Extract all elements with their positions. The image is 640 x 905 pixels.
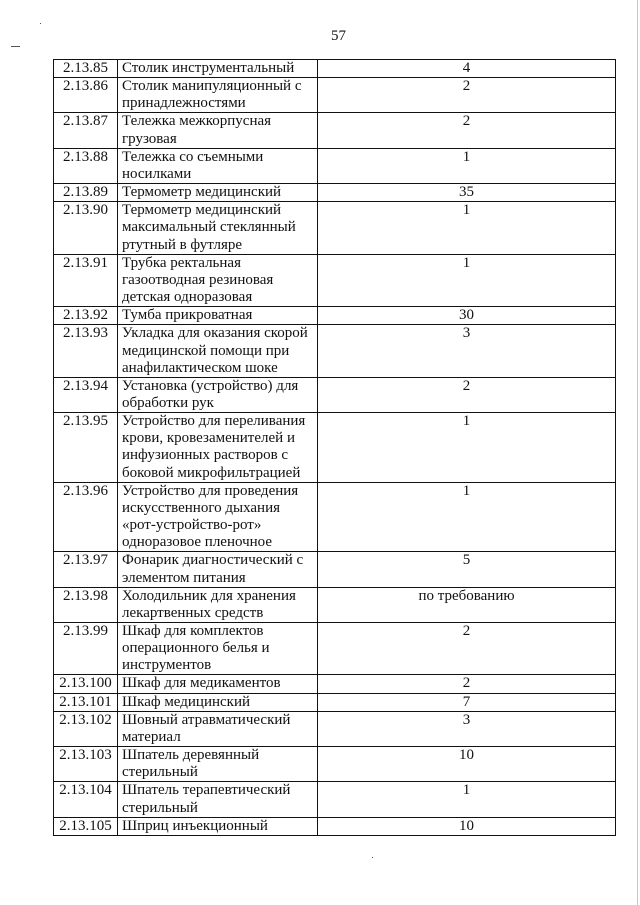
- item-code: 2.13.104: [54, 782, 118, 817]
- item-name-cell: [118, 113, 318, 148]
- item-quantity: 10: [318, 747, 616, 782]
- item-name-cell: [118, 60, 318, 78]
- item-quantity: 7: [318, 693, 616, 711]
- item-name-line: Столик манипуляционный с: [122, 78, 302, 95]
- scan-speck: [11, 46, 20, 47]
- item-name-line: Тележка со съемными: [122, 148, 264, 165]
- item-name-cell: [118, 184, 318, 202]
- item-name-line: стерильный: [122, 799, 198, 816]
- item-name-cell: [118, 747, 318, 782]
- item-quantity: 1: [318, 782, 616, 817]
- table-row: [54, 675, 616, 693]
- item-code: 2.13.100: [54, 675, 118, 693]
- item-code: 2.13.98: [54, 587, 118, 622]
- item-name-cell: [118, 817, 318, 835]
- item-code: 2.13.89: [54, 184, 118, 202]
- item-name-line: Столик инструментальный: [122, 60, 295, 76]
- item-name-cell: [118, 377, 318, 412]
- item-name-line: элементом питания: [122, 569, 246, 586]
- item-name-line: «рот-устройство-рот»: [122, 517, 262, 534]
- equipment-table: [53, 59, 616, 836]
- table-row: [54, 623, 616, 675]
- item-code: 2.13.86: [54, 78, 118, 113]
- table-row: [54, 413, 616, 483]
- table-row: [54, 307, 616, 325]
- item-code: 2.13.94: [54, 377, 118, 412]
- item-code: 2.13.101: [54, 693, 118, 711]
- item-code: 2.13.99: [54, 623, 118, 675]
- item-quantity: 3: [318, 711, 616, 746]
- item-quantity: 2: [318, 377, 616, 412]
- item-name-cell: [118, 587, 318, 622]
- table-row: [54, 254, 616, 306]
- item-quantity: 30: [318, 307, 616, 325]
- item-name-line: крови, кровезаменителей и: [122, 430, 295, 447]
- scan-edge-line: [637, 0, 638, 905]
- equipment-table-body: [54, 60, 616, 836]
- table-row: [54, 711, 616, 746]
- table-row: [54, 60, 616, 78]
- item-name-line: грузовая: [122, 130, 177, 147]
- item-name-cell: [118, 482, 318, 552]
- item-quantity: по требованию: [318, 587, 616, 622]
- item-code: 2.13.92: [54, 307, 118, 325]
- table-row: [54, 78, 616, 113]
- item-quantity: 1: [318, 202, 616, 254]
- item-quantity: 1: [318, 148, 616, 183]
- item-name-line: боковой микрофильтрацией: [122, 464, 301, 481]
- item-code: 2.13.105: [54, 817, 118, 835]
- item-name-line: Тумба прикроватная: [122, 307, 253, 324]
- item-code: 2.13.93: [54, 325, 118, 377]
- table-row: [54, 782, 616, 817]
- item-name-cell: [118, 254, 318, 306]
- table-row: [54, 552, 616, 587]
- item-quantity: 2: [318, 675, 616, 693]
- item-name-cell: [118, 782, 318, 817]
- item-quantity: 10: [318, 817, 616, 835]
- item-name-line: Шкаф для медикаментов: [122, 675, 281, 692]
- item-name-line: медицинской помощи при: [122, 342, 290, 359]
- item-name-cell: [118, 202, 318, 254]
- item-name-line: Шкаф для комплектов: [122, 623, 264, 639]
- item-name-line: искусственного дыхания: [122, 499, 280, 516]
- item-name-line: анафилактическом шоке: [122, 359, 278, 376]
- item-quantity: 1: [318, 482, 616, 552]
- item-name-cell: [118, 307, 318, 325]
- item-code: 2.13.90: [54, 202, 118, 254]
- item-quantity: 3: [318, 325, 616, 377]
- item-quantity: 2: [318, 78, 616, 113]
- item-name-line: Тележка межкорпусная: [122, 113, 272, 130]
- item-code: 2.13.102: [54, 711, 118, 746]
- item-name-line: Укладка для оказания скорой: [122, 325, 308, 342]
- item-name-line: максимальный стеклянный: [122, 219, 296, 236]
- item-name-line: обработки рук: [122, 394, 214, 411]
- item-name-cell: [118, 325, 318, 377]
- item-code: 2.13.96: [54, 482, 118, 552]
- item-name-line: Шкаф медицинский: [122, 693, 251, 710]
- item-name-cell: [118, 148, 318, 183]
- item-code: 2.13.97: [54, 552, 118, 587]
- item-name-cell: [118, 413, 318, 483]
- item-quantity: 2: [318, 623, 616, 675]
- item-name-line: Шприц инъекционный: [122, 817, 268, 834]
- item-code: 2.13.95: [54, 413, 118, 483]
- item-name-line: Трубка ректальная: [122, 254, 241, 271]
- item-quantity: 2: [318, 113, 616, 148]
- scan-speck: [372, 857, 373, 858]
- item-name-line: принадлежностями: [122, 95, 246, 112]
- item-name-line: Холодильник для хранения: [122, 587, 296, 604]
- item-name-line: Устройство для проведения: [122, 482, 299, 499]
- item-name-line: Установка (устройство) для: [122, 377, 299, 394]
- item-name-line: Шовный атравматический: [122, 711, 291, 728]
- item-name-line: газоотводная резиновая: [122, 271, 274, 288]
- table-row: [54, 113, 616, 148]
- item-name-line: Термометр медицинский: [122, 202, 282, 219]
- item-name-line: детская одноразовая: [122, 289, 253, 306]
- item-name-cell: [118, 711, 318, 746]
- item-name-line: Шпатель терапевтический: [122, 782, 291, 799]
- item-name-line: операционного белья и: [122, 640, 270, 657]
- item-code: 2.13.103: [54, 747, 118, 782]
- item-quantity: 35: [318, 184, 616, 202]
- item-code: 2.13.85: [54, 60, 118, 78]
- table-row: [54, 325, 616, 377]
- scan-speck: [40, 23, 41, 24]
- table-row: [54, 817, 616, 835]
- item-quantity: 1: [318, 254, 616, 306]
- item-name-line: Устройство для переливания: [122, 413, 306, 430]
- item-name-line: Фонарик диагностический с: [122, 552, 304, 569]
- item-name-cell: [118, 552, 318, 587]
- item-name-line: материал: [122, 728, 181, 745]
- item-name-line: инфузионных растворов с: [122, 447, 289, 464]
- item-quantity: 1: [318, 413, 616, 483]
- item-name-line: Термометр медицинский: [122, 184, 282, 201]
- item-name-cell: [118, 623, 318, 675]
- item-quantity: 5: [318, 552, 616, 587]
- item-name-line: стерильный: [122, 764, 198, 781]
- item-name-cell: [118, 78, 318, 113]
- item-name-cell: [118, 675, 318, 693]
- item-name-line: ртутный в футляре: [122, 236, 242, 253]
- item-name-line: Шпатель деревянный: [122, 747, 260, 764]
- item-name-line: носилками: [122, 165, 192, 182]
- item-code: 2.13.91: [54, 254, 118, 306]
- table-row: [54, 184, 616, 202]
- page-number: 57: [331, 28, 346, 44]
- item-name-line: лекартвенных средств: [122, 604, 264, 621]
- item-name-line: одноразовое пленочное: [122, 534, 273, 551]
- table-row: [54, 482, 616, 552]
- item-quantity: 4: [318, 60, 616, 78]
- table-row: [54, 747, 616, 782]
- table-row: [54, 202, 616, 254]
- item-name-line: инструментов: [122, 657, 212, 674]
- table-row: [54, 587, 616, 622]
- table-row: [54, 148, 616, 183]
- item-code: 2.13.88: [54, 148, 118, 183]
- item-code: 2.13.87: [54, 113, 118, 148]
- table-row: [54, 693, 616, 711]
- item-name-cell: [118, 693, 318, 711]
- table-row: [54, 377, 616, 412]
